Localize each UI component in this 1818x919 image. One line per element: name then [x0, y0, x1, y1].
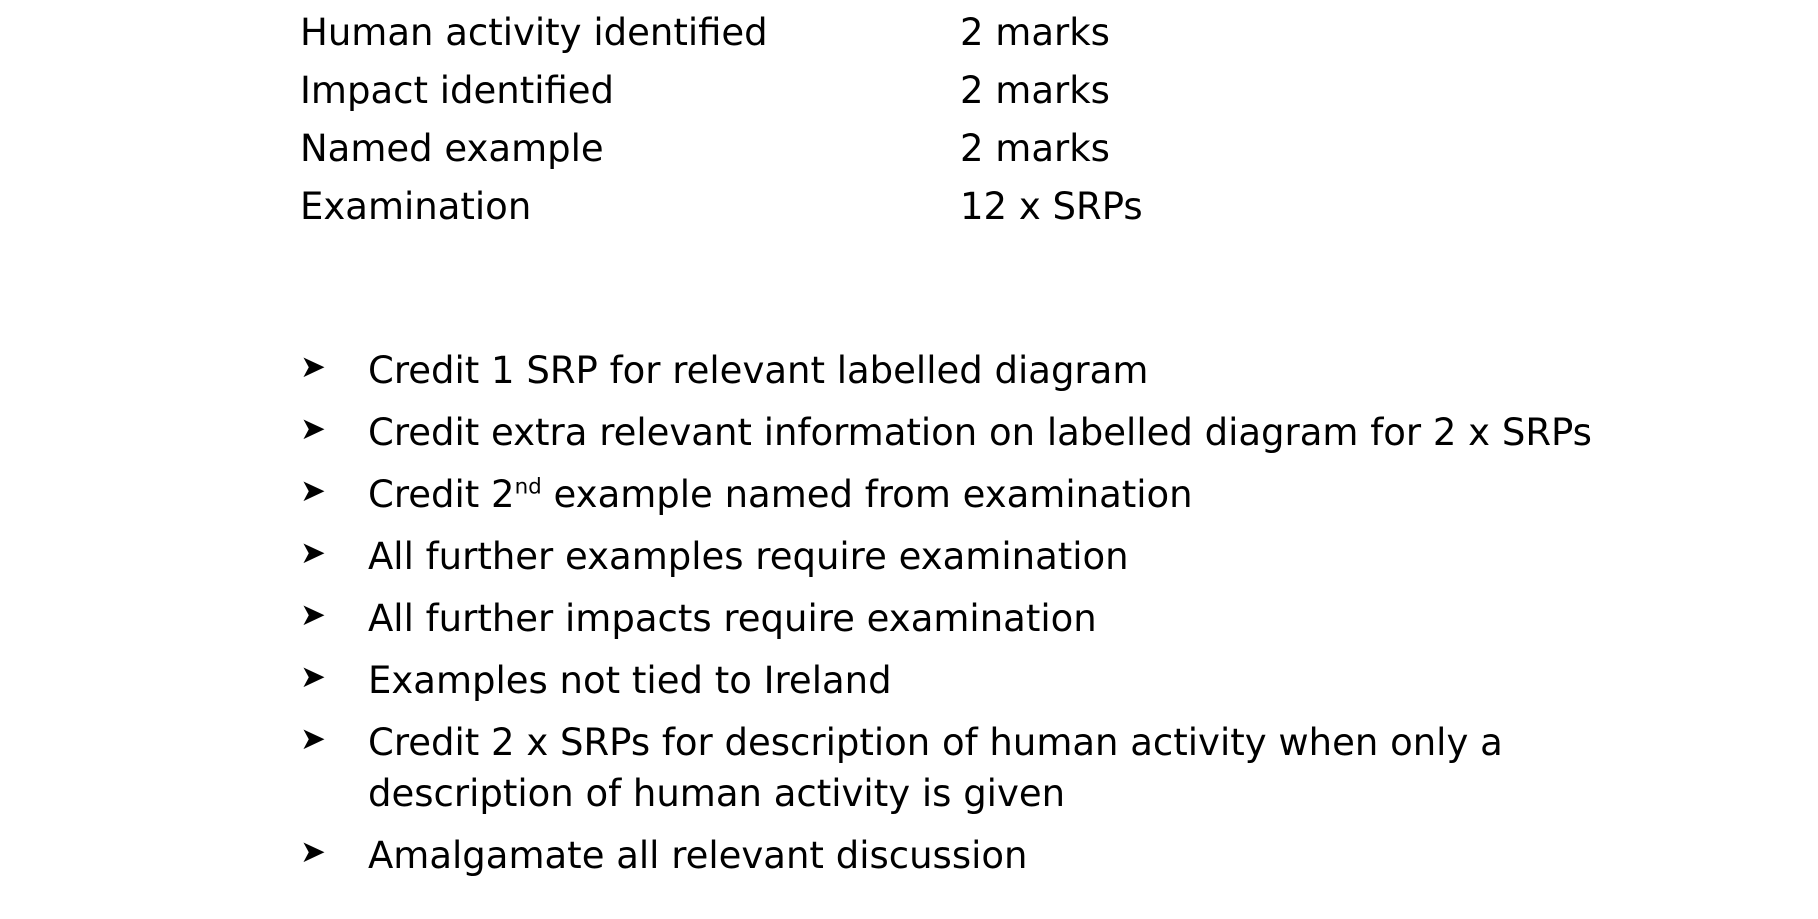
marks-criterion-label: Examination [300, 185, 532, 228]
list-item-label [368, 469, 1193, 520]
list-item-text-before: Credit 2 [368, 473, 515, 517]
list-item-text-after: example named from examination [541, 473, 1193, 517]
marks-criterion-label: Impact identified [300, 69, 615, 112]
table-row [300, 11, 1200, 72]
arrow-bullet-icon: ➤ [300, 535, 326, 572]
list-item [300, 531, 1700, 582]
marks-value: 2 marks [960, 69, 1110, 112]
arrow-bullet-icon: ➤ [300, 659, 326, 696]
list-item-label: Credit extra relevant information on labelled diagram for 2 x SRPs [368, 411, 1592, 455]
marks-value: 2 marks [960, 11, 1110, 54]
arrow-bullet-icon: ➤ [300, 834, 326, 871]
marks-criterion-label: Named example [300, 127, 604, 170]
arrow-bullet-icon: ➤ [300, 597, 326, 634]
arrow-bullet-icon: ➤ [300, 473, 326, 510]
marks-value: 12 x SRPs [960, 185, 1143, 228]
list-item-label: Credit 2 x SRPs for description of human activity when only a description of human activity is given [368, 721, 1503, 816]
marks-value: 2 marks [960, 127, 1110, 170]
list-item [300, 717, 1700, 819]
table-row [300, 185, 1200, 246]
list-item-label: All further examples require examination [368, 535, 1129, 579]
bullet-list [300, 345, 1700, 892]
list-item-label: All further impacts require examination [368, 597, 1097, 641]
ordinal-suffix: nd [514, 474, 542, 500]
list-item-label: Examples not tied to Ireland [368, 659, 892, 703]
list-item [300, 593, 1700, 644]
list-item-label: Credit 1 SRP for relevant labelled diagram [368, 349, 1149, 392]
arrow-bullet-icon: ➤ [300, 349, 326, 385]
list-item [300, 655, 1700, 706]
list-item [300, 469, 1700, 520]
arrow-bullet-icon: ➤ [300, 411, 326, 448]
list-item [300, 830, 1700, 881]
list-item [300, 407, 1700, 458]
table-row [300, 127, 1200, 188]
arrow-bullet-icon: ➤ [300, 721, 326, 758]
marks-table [300, 11, 1200, 246]
table-row [300, 69, 1200, 130]
list-item [300, 345, 1700, 396]
marks-criterion-label: Human activity identified [300, 11, 768, 54]
list-item-label: Amalgamate all relevant discussion [368, 834, 1028, 878]
